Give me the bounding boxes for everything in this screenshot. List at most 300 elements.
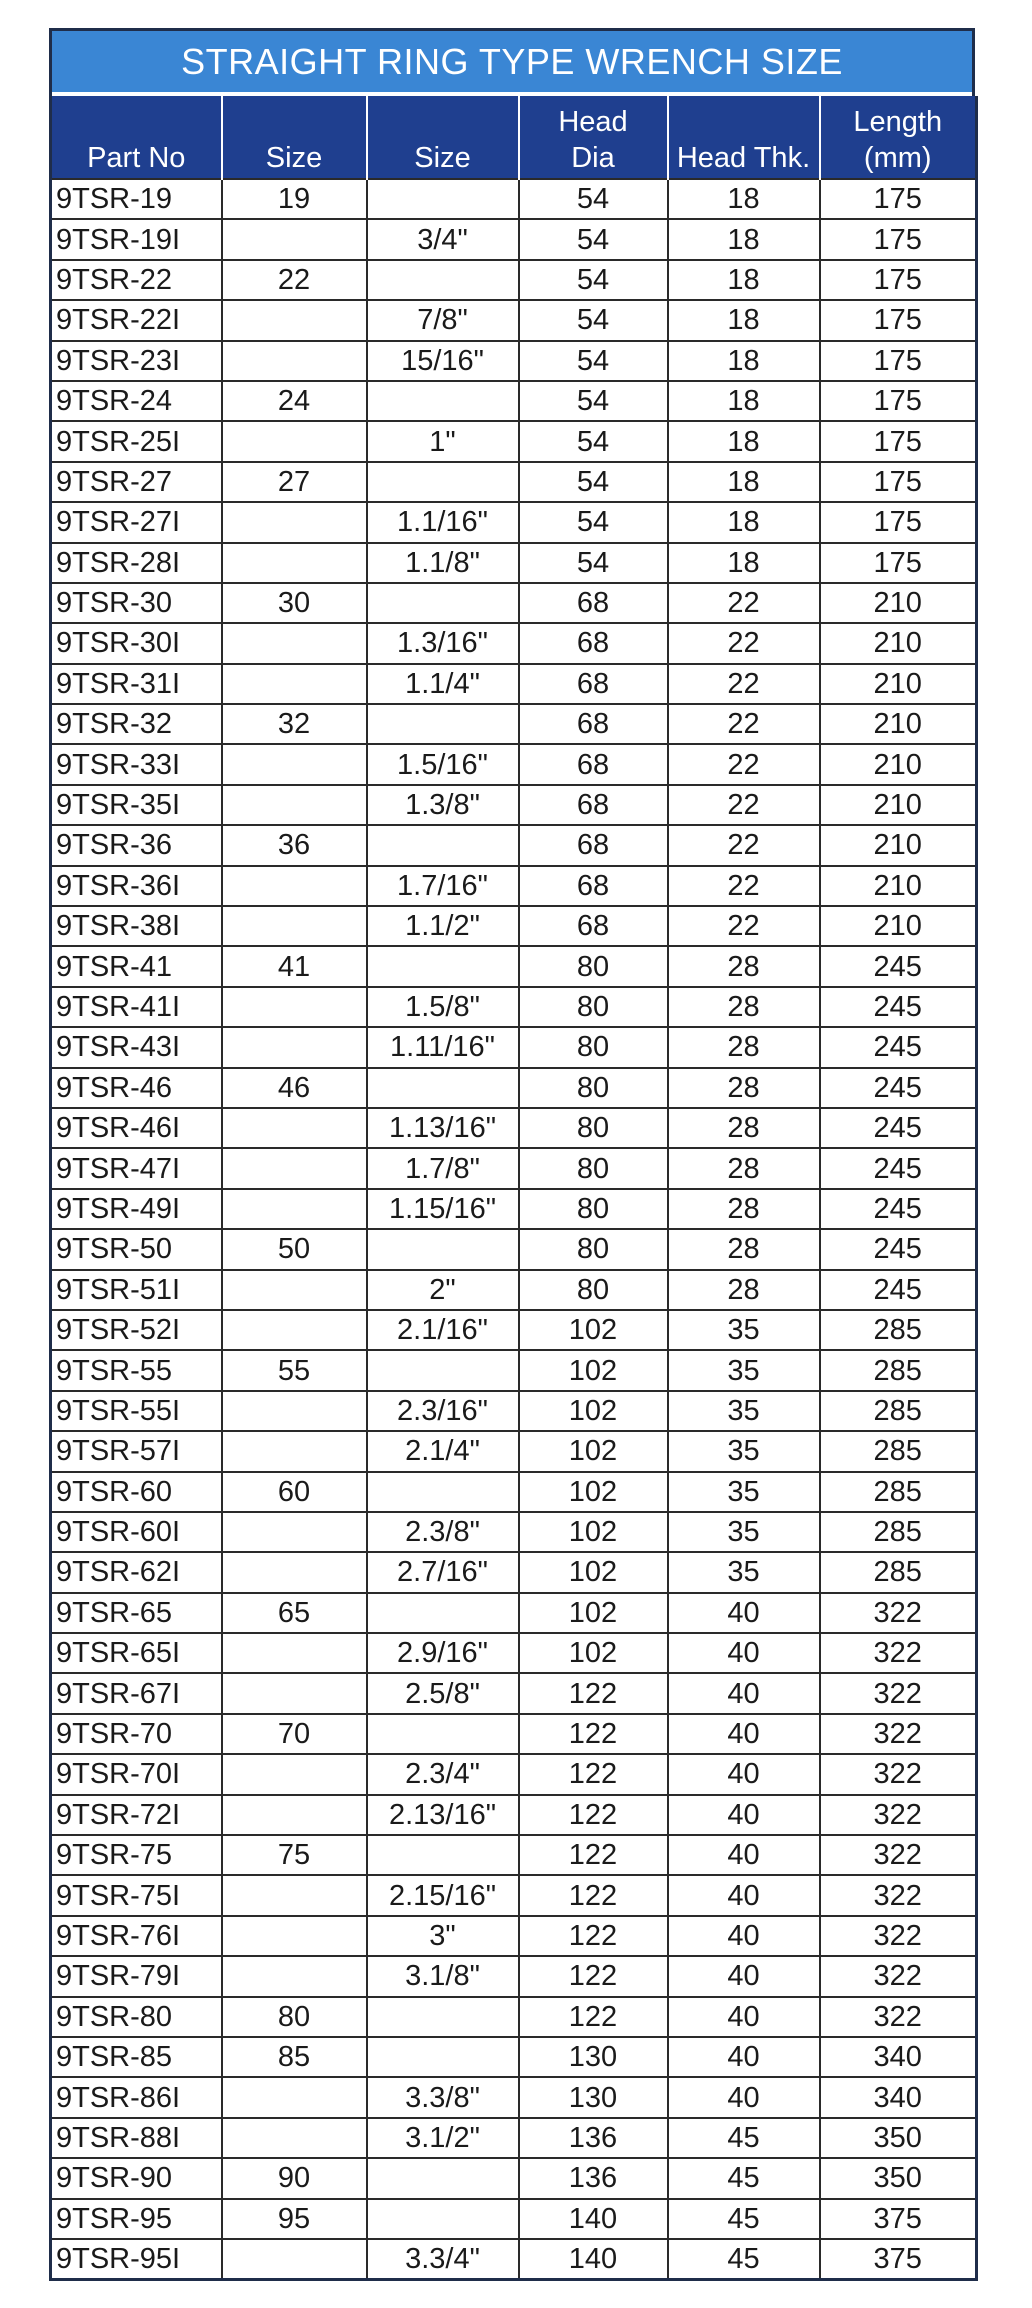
table-row [51,664,977,704]
cell-size-imperial: 1.1/4" [367,664,519,704]
cell-head-dia: 68 [519,825,668,865]
table-row [51,1673,977,1713]
cell-size-metric [222,341,367,381]
cell-head-dia: 54 [519,543,668,583]
cell-head-dia: 68 [519,583,668,623]
cell-head-thk: 18 [668,502,820,542]
cell-size-imperial: 2.3/8" [367,1512,519,1552]
cell-part-no: 9TSR-55 [51,1350,222,1390]
cell-size-imperial: 3.1/8" [367,1956,519,1996]
cell-head-dia: 54 [519,502,668,542]
cell-size-metric [222,1310,367,1350]
cell-part-no: 9TSR-67I [51,1673,222,1713]
cell-head-thk: 40 [668,1795,820,1835]
cell-length: 210 [820,583,977,623]
cell-size-metric: 30 [222,583,367,623]
cell-size-metric [222,1431,367,1471]
cell-size-imperial: 1" [367,421,519,461]
cell-length: 210 [820,744,977,784]
cell-length: 175 [820,341,977,381]
cell-head-dia: 80 [519,1189,668,1229]
header-line: Length [853,106,943,138]
cell-part-no: 9TSR-75I [51,1875,222,1915]
cell-head-dia: 80 [519,1229,668,1269]
cell-part-no: 9TSR-46I [51,1108,222,1148]
cell-head-thk: 18 [668,260,820,300]
cell-size-imperial: 1.1/16" [367,502,519,542]
cell-part-no: 9TSR-35I [51,785,222,825]
cell-size-metric [222,421,367,461]
cell-size-imperial: 1.5/8" [367,987,519,1027]
cell-head-dia: 122 [519,1714,668,1754]
cell-length: 285 [820,1472,977,1512]
cell-size-imperial: 2.15/16" [367,1875,519,1915]
table-row [51,2077,977,2117]
cell-length: 340 [820,2037,977,2077]
cell-length: 210 [820,866,977,906]
cell-length: 322 [820,1795,977,1835]
header-size-imperial [367,96,519,179]
cell-head-dia: 122 [519,1956,668,1996]
cell-part-no: 9TSR-62I [51,1552,222,1592]
cell-head-dia: 102 [519,1391,668,1431]
cell-head-thk: 40 [668,1956,820,1996]
table-row [51,381,977,421]
cell-length: 245 [820,1068,977,1108]
cell-size-imperial: 2.3/16" [367,1391,519,1431]
cell-size-imperial: 2.9/16" [367,1633,519,1673]
cell-head-dia: 102 [519,1512,668,1552]
cell-head-thk: 28 [668,1189,820,1229]
cell-part-no: 9TSR-23I [51,341,222,381]
cell-size-imperial: 3/4" [367,219,519,259]
cell-head-dia: 68 [519,704,668,744]
table-row [51,1633,977,1673]
cell-size-imperial: 1.5/16" [367,744,519,784]
cell-size-metric [222,1189,367,1229]
cell-head-thk: 18 [668,179,820,219]
cell-size-imperial: 1.1/2" [367,906,519,946]
cell-head-thk: 22 [668,906,820,946]
cell-head-thk: 45 [668,2158,820,2198]
cell-part-no: 9TSR-36I [51,866,222,906]
cell-head-thk: 22 [668,623,820,663]
table-row [51,1350,977,1390]
cell-size-metric: 24 [222,381,367,421]
cell-size-imperial: 2.7/16" [367,1552,519,1592]
cell-part-no: 9TSR-88I [51,2118,222,2158]
cell-part-no: 9TSR-38I [51,906,222,946]
cell-head-thk: 28 [668,946,820,986]
cell-head-dia: 122 [519,1673,668,1713]
cell-size-imperial: 2.13/16" [367,1795,519,1835]
cell-size-imperial [367,260,519,300]
cell-part-no: 9TSR-80 [51,1997,222,2037]
cell-head-thk: 40 [668,1916,820,1956]
table-row [51,946,977,986]
cell-length: 285 [820,1431,977,1471]
cell-part-no: 9TSR-22I [51,300,222,340]
cell-part-no: 9TSR-95 [51,2199,222,2239]
table-row [51,583,977,623]
cell-part-no: 9TSR-55I [51,1391,222,1431]
cell-head-dia: 102 [519,1552,668,1592]
table-body [51,179,977,2280]
header-line: Dia [571,142,615,174]
cell-head-thk: 28 [668,1270,820,1310]
cell-head-thk: 40 [668,1997,820,2037]
cell-size-metric: 19 [222,179,367,219]
table-row [51,825,977,865]
cell-length: 175 [820,260,977,300]
cell-length: 322 [820,1875,977,1915]
table-row [51,300,977,340]
table-row [51,2239,977,2280]
cell-length: 322 [820,1593,977,1633]
cell-head-dia: 68 [519,623,668,663]
cell-size-imperial [367,1068,519,1108]
cell-size-metric: 70 [222,1714,367,1754]
cell-part-no: 9TSR-85 [51,2037,222,2077]
cell-part-no: 9TSR-31I [51,664,222,704]
cell-part-no: 9TSR-79I [51,1956,222,1996]
cell-head-dia: 80 [519,987,668,1027]
cell-size-metric [222,785,367,825]
cell-head-dia: 54 [519,421,668,461]
cell-head-thk: 45 [668,2118,820,2158]
cell-head-dia: 68 [519,664,668,704]
wrench-size-table [49,96,978,2281]
cell-length: 245 [820,1148,977,1188]
cell-length: 322 [820,1714,977,1754]
cell-part-no: 9TSR-19 [51,179,222,219]
cell-length: 285 [820,1391,977,1431]
cell-head-thk: 22 [668,583,820,623]
cell-length: 350 [820,2158,977,2198]
cell-length: 322 [820,1754,977,1794]
cell-head-dia: 80 [519,946,668,986]
cell-size-metric [222,2077,367,2117]
cell-size-metric [222,1552,367,1592]
cell-size-metric [222,502,367,542]
cell-head-dia: 54 [519,219,668,259]
table-row [51,2118,977,2158]
cell-length: 245 [820,1027,977,1067]
cell-head-thk: 22 [668,866,820,906]
cell-head-dia: 80 [519,1068,668,1108]
cell-length: 245 [820,1229,977,1269]
cell-size-imperial: 15/16" [367,341,519,381]
cell-part-no: 9TSR-65I [51,1633,222,1673]
cell-length: 175 [820,219,977,259]
cell-size-imperial [367,946,519,986]
cell-part-no: 9TSR-90 [51,2158,222,2198]
header-line: Size [414,142,471,174]
cell-part-no: 9TSR-60I [51,1512,222,1552]
cell-head-thk: 35 [668,1350,820,1390]
cell-size-metric: 50 [222,1229,367,1269]
cell-size-imperial [367,2037,519,2077]
cell-part-no: 9TSR-65 [51,1593,222,1633]
header-row [51,96,977,179]
cell-part-no: 9TSR-60 [51,1472,222,1512]
cell-head-thk: 45 [668,2199,820,2239]
cell-size-imperial: 1.15/16" [367,1189,519,1229]
cell-head-dia: 80 [519,1148,668,1188]
cell-head-thk: 28 [668,1108,820,1148]
table-row [51,1431,977,1471]
table-row [51,623,977,663]
cell-size-metric [222,1148,367,1188]
cell-size-imperial [367,1835,519,1875]
cell-size-imperial [367,381,519,421]
cell-head-thk: 40 [668,2077,820,2117]
cell-head-dia: 102 [519,1350,668,1390]
cell-size-metric [222,623,367,663]
cell-head-thk: 22 [668,704,820,744]
cell-length: 175 [820,179,977,219]
cell-head-dia: 54 [519,381,668,421]
table-row [51,2158,977,2198]
table-row [51,987,977,1027]
header-head-dia [519,96,668,179]
cell-length: 175 [820,543,977,583]
cell-head-thk: 28 [668,1068,820,1108]
cell-size-metric: 60 [222,1472,367,1512]
cell-size-imperial: 3" [367,1916,519,1956]
cell-length: 210 [820,623,977,663]
cell-part-no: 9TSR-86I [51,2077,222,2117]
table-row [51,1270,977,1310]
cell-part-no: 9TSR-36 [51,825,222,865]
cell-length: 210 [820,704,977,744]
cell-size-imperial [367,1350,519,1390]
table-row [51,1795,977,1835]
cell-head-thk: 35 [668,1310,820,1350]
cell-head-dia: 80 [519,1027,668,1067]
cell-head-thk: 40 [668,2037,820,2077]
cell-length: 285 [820,1512,977,1552]
cell-head-dia: 102 [519,1593,668,1633]
cell-length: 175 [820,381,977,421]
cell-head-thk: 35 [668,1472,820,1512]
cell-length: 322 [820,1997,977,2037]
header-length [820,96,977,179]
cell-size-metric: 46 [222,1068,367,1108]
cell-part-no: 9TSR-70I [51,1754,222,1794]
cell-head-thk: 35 [668,1431,820,1471]
cell-length: 350 [820,2118,977,2158]
table-row [51,1027,977,1067]
cell-head-dia: 102 [519,1431,668,1471]
cell-part-no: 9TSR-41 [51,946,222,986]
cell-head-dia: 122 [519,1754,668,1794]
header-line: Size [265,142,323,174]
cell-part-no: 9TSR-19I [51,219,222,259]
table-row [51,421,977,461]
cell-head-thk: 18 [668,219,820,259]
header-size-metric [222,96,367,179]
cell-part-no: 9TSR-46 [51,1068,222,1108]
cell-length: 210 [820,825,977,865]
cell-head-thk: 22 [668,664,820,704]
cell-size-metric [222,744,367,784]
cell-size-imperial [367,1593,519,1633]
cell-head-thk: 40 [668,1673,820,1713]
cell-head-dia: 54 [519,462,668,502]
table-row [51,543,977,583]
header-line: Part No [87,142,186,174]
cell-part-no: 9TSR-41I [51,987,222,1027]
cell-head-dia: 136 [519,2118,668,2158]
cell-head-dia: 130 [519,2037,668,2077]
cell-size-metric: 22 [222,260,367,300]
cell-size-imperial: 2.1/16" [367,1310,519,1350]
cell-length: 245 [820,1270,977,1310]
cell-size-imperial: 2.5/8" [367,1673,519,1713]
cell-length: 245 [820,1189,977,1229]
cell-size-imperial [367,583,519,623]
cell-size-metric [222,300,367,340]
cell-head-dia: 130 [519,2077,668,2117]
cell-size-metric [222,664,367,704]
cell-head-dia: 102 [519,1310,668,1350]
table-row [51,785,977,825]
cell-length: 175 [820,421,977,461]
cell-head-dia: 122 [519,1916,668,1956]
cell-size-metric [222,1673,367,1713]
table-row [51,260,977,300]
table-row [51,341,977,381]
cell-length: 285 [820,1552,977,1592]
cell-length: 210 [820,785,977,825]
cell-size-imperial: 1.3/16" [367,623,519,663]
table-row [51,1148,977,1188]
cell-size-metric [222,987,367,1027]
cell-size-metric [222,1875,367,1915]
cell-size-metric: 41 [222,946,367,986]
table-row [51,1512,977,1552]
cell-head-dia: 122 [519,1875,668,1915]
cell-size-imperial: 3.3/4" [367,2239,519,2280]
cell-head-thk: 40 [668,1714,820,1754]
header-part-no [51,96,222,179]
table-row [51,1593,977,1633]
cell-head-thk: 18 [668,381,820,421]
cell-size-imperial: 3.3/8" [367,2077,519,2117]
cell-part-no: 9TSR-28I [51,543,222,583]
cell-size-imperial: 1.7/16" [367,866,519,906]
cell-head-dia: 80 [519,1270,668,1310]
cell-head-thk: 28 [668,1148,820,1188]
cell-length: 322 [820,1633,977,1673]
cell-head-thk: 22 [668,744,820,784]
table-row [51,1068,977,1108]
cell-size-metric [222,1795,367,1835]
table-row [51,1835,977,1875]
cell-part-no: 9TSR-25I [51,421,222,461]
cell-length: 322 [820,1916,977,1956]
cell-length: 375 [820,2199,977,2239]
cell-head-dia: 122 [519,1997,668,2037]
cell-size-metric [222,866,367,906]
cell-length: 175 [820,300,977,340]
table-title: STRAIGHT RING TYPE WRENCH SIZE [49,28,975,92]
cell-size-imperial [367,1997,519,2037]
cell-head-dia: 68 [519,866,668,906]
cell-size-imperial [367,2199,519,2239]
cell-size-imperial: 1.11/16" [367,1027,519,1067]
table-row [51,1108,977,1148]
table-row [51,1997,977,2037]
cell-head-thk: 35 [668,1552,820,1592]
wrench-size-sheet [49,28,975,2281]
cell-head-thk: 40 [668,1633,820,1673]
cell-size-metric [222,1633,367,1673]
cell-length: 285 [820,1310,977,1350]
cell-part-no: 9TSR-47I [51,1148,222,1188]
cell-head-thk: 28 [668,1027,820,1067]
cell-head-dia: 80 [519,1108,668,1148]
cell-length: 175 [820,502,977,542]
cell-head-dia: 68 [519,744,668,784]
cell-part-no: 9TSR-24 [51,381,222,421]
cell-head-dia: 140 [519,2199,668,2239]
table-row [51,1714,977,1754]
table-row [51,866,977,906]
cell-size-imperial: 1.7/8" [367,1148,519,1188]
cell-size-imperial [367,179,519,219]
cell-size-imperial: 2" [367,1270,519,1310]
cell-head-dia: 122 [519,1835,668,1875]
table-row [51,2199,977,2239]
cell-head-dia: 54 [519,179,668,219]
cell-size-imperial: 1.13/16" [367,1108,519,1148]
cell-head-dia: 54 [519,260,668,300]
cell-part-no: 9TSR-95I [51,2239,222,2280]
cell-size-metric: 85 [222,2037,367,2077]
cell-part-no: 9TSR-76I [51,1916,222,1956]
table-row [51,219,977,259]
cell-head-thk: 35 [668,1391,820,1431]
cell-size-imperial: 1.1/8" [367,543,519,583]
cell-size-imperial [367,1229,519,1269]
cell-length: 322 [820,1673,977,1713]
table-row [51,502,977,542]
table-row [51,1875,977,1915]
cell-head-thk: 18 [668,543,820,583]
table-row [51,179,977,219]
cell-head-thk: 28 [668,987,820,1027]
cell-length: 210 [820,906,977,946]
cell-head-dia: 140 [519,2239,668,2280]
cell-head-thk: 18 [668,462,820,502]
cell-size-metric [222,2239,367,2280]
cell-size-metric: 36 [222,825,367,865]
cell-head-dia: 122 [519,1795,668,1835]
table-row [51,906,977,946]
cell-head-dia: 68 [519,906,668,946]
cell-head-dia: 136 [519,2158,668,2198]
cell-size-imperial: 1.3/8" [367,785,519,825]
cell-part-no: 9TSR-75 [51,1835,222,1875]
cell-part-no: 9TSR-33I [51,744,222,784]
cell-length: 322 [820,1956,977,1996]
cell-size-imperial: 2.3/4" [367,1754,519,1794]
cell-size-metric [222,2118,367,2158]
cell-size-metric: 90 [222,2158,367,2198]
cell-size-metric: 32 [222,704,367,744]
